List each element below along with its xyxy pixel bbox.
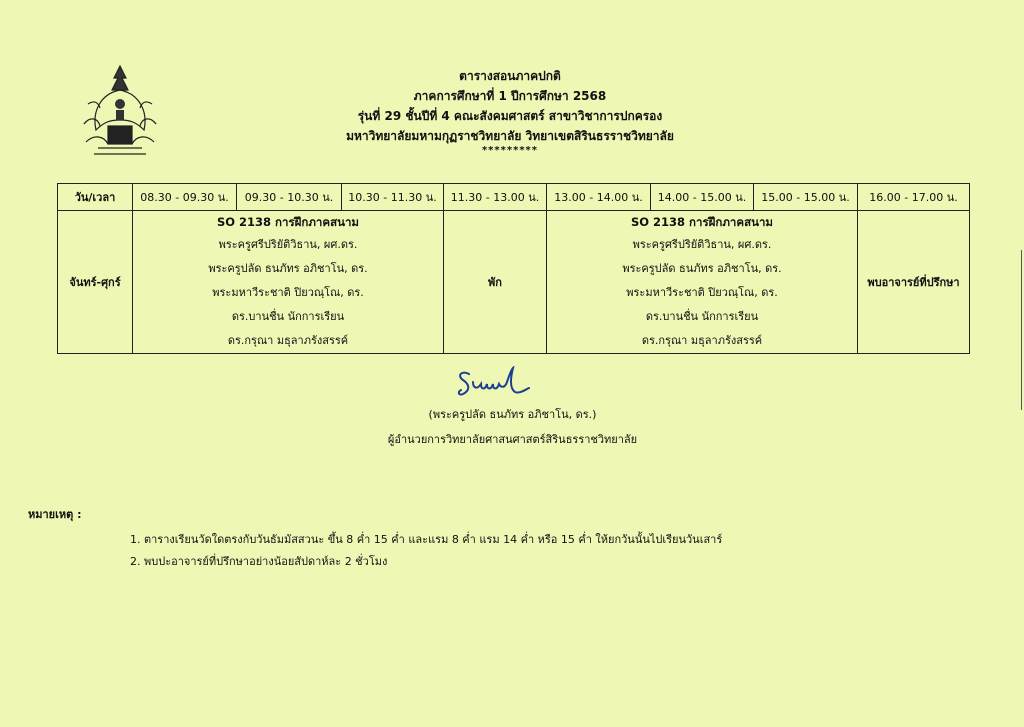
teacher-name: พระมหาวีระชาติ ปิยวณฺโณ, ดร. (626, 286, 778, 299)
doc-title: ตารางสอนภาคปกติ (459, 69, 561, 83)
document-header (250, 66, 770, 156)
university-emblem-icon (80, 64, 160, 159)
header-cell-day-time: วัน/เวลา (58, 184, 133, 211)
scan-edge-line (1021, 250, 1022, 410)
schedule-table (57, 183, 970, 354)
teacher-name: พระครูศรีปริยัติวิธาน, ผศ.ดร. (632, 238, 772, 251)
course-title: SO 2138 การฝึกภาคสนาม (216, 215, 360, 229)
university-line: มหาวิทยาลัยมหามกุฏราชวิทยาลัย วิทยาเขตสิรินธรราชวิทยาลัย (346, 129, 674, 143)
note-item: 2. พบปะอาจารย์ที่ปรึกษาอย่างน้อยสัปดาห์ละ 2 ชั่วโมง (130, 555, 388, 568)
day-cell: จันทร์-ศุกร์ (58, 211, 133, 354)
teacher-name: ดร.บานชื่น นักการเรียน (645, 310, 759, 323)
header-cell-slot: 10.30 - 11.30 น. (342, 184, 444, 211)
table-header-row (58, 184, 970, 211)
semester-line: ภาคการศึกษาที่ 1 ปีการศึกษา 2568 (413, 89, 607, 103)
header-cell-slot: 14.00 - 15.00 น. (651, 184, 754, 211)
header-cell-slot: 15.00 - 15.00 น. (754, 184, 858, 211)
handwritten-signature (455, 366, 545, 398)
signatory-name: (พระครูปลัด ธนภัทร อภิชาโน, ดร.) (428, 408, 597, 421)
teacher-name: ดร.กรุณา มธุลาภรังสรรค์ (641, 334, 763, 347)
teacher-name: พระครูศรีปริยัติวิธาน, ผศ.ดร. (218, 238, 358, 251)
teacher-name: พระครูปลัด ธนภัทร อภิชาโน, ดร. (622, 262, 782, 275)
notes-label: หมายเหตุ : (28, 508, 82, 521)
note-item: 1. ตารางเรียนวัดใดตรงกับวันธัมมัสสวนะ ขึ้น 8 ค่ำ 15 ค่ำ และแรม 8 ค่ำ แรม 14 ค่ำ หรือ 15 ค่ำ ให้ยกวันนั้นไปเรียนวันเสาร์ (130, 533, 723, 546)
cohort-line: รุ่นที่ 29 ชั้นปีที่ 4 คณะสังคมศาสตร์ สาขาวิชาการปกครอง (357, 109, 663, 123)
teacher-name: ดร.กรุณา มธุลาภรังสรรค์ (227, 334, 349, 347)
header-cell-slot: 11.30 - 13.00 น. (444, 184, 547, 211)
signatory-title: ผู้อำนวยการวิทยาลัยศาสนศาสตร์สิรินธรราชวิทยาลัย (387, 433, 638, 446)
morning-session-cell (133, 211, 444, 354)
header-cell-slot: 13.00 - 14.00 น. (547, 184, 651, 211)
teacher-name: พระครูปลัด ธนภัทร อภิชาโน, ดร. (208, 262, 368, 275)
teacher-name: พระมหาวีระชาติ ปิยวณฺโณ, ดร. (212, 286, 364, 299)
separator-stars: ********* (481, 145, 539, 156)
header-cell-slot: 16.00 - 17.00 น. (858, 184, 970, 211)
header-cell-slot: 08.30 - 09.30 น. (133, 184, 237, 211)
break-cell: พัก (444, 211, 547, 354)
teacher-name: ดร.บานชื่น นักการเรียน (231, 310, 345, 323)
course-title: SO 2138 การฝึกภาคสนาม (630, 215, 774, 229)
table-row (58, 211, 970, 354)
header-cell-slot: 09.30 - 10.30 น. (237, 184, 342, 211)
consult-advisor-cell: พบอาจารย์ที่ปรึกษา (858, 211, 970, 354)
afternoon-session-cell (547, 211, 858, 354)
